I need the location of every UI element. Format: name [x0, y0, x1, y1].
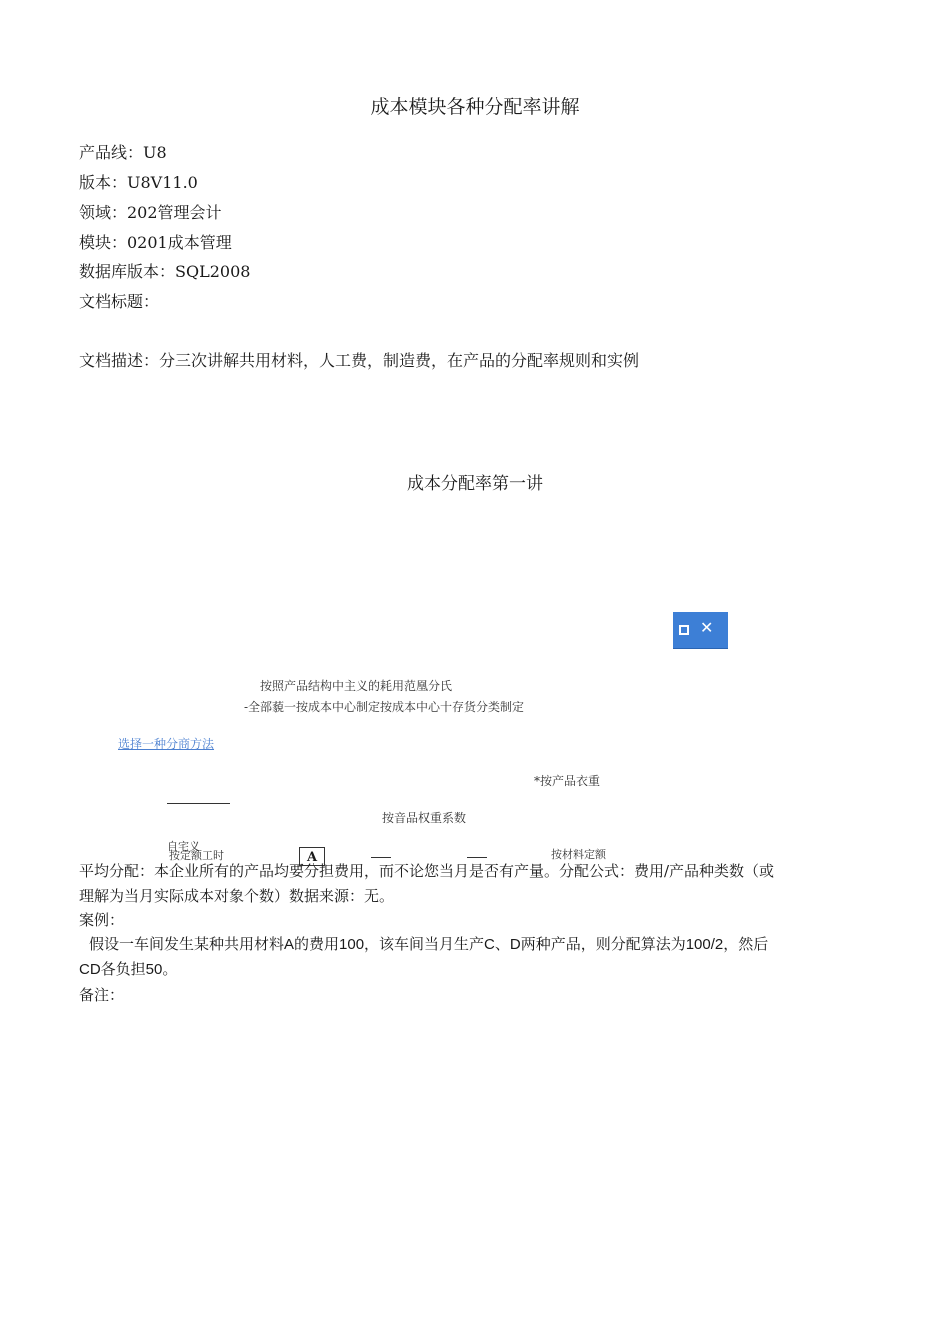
option-by-weight[interactable]: 按音品权重系数 — [382, 811, 467, 825]
case-line-2: CD各负担50。 — [79, 961, 178, 978]
meta-domain: 领域：202管理会计 — [79, 203, 222, 222]
divider — [167, 803, 230, 804]
meta-doc-title: 文档标题： — [79, 292, 160, 311]
window-controls — [673, 612, 728, 649]
document-description: 文档描述：分三次讲解共用材料，人工费，制造费，在产品的分配率规则和实例 — [79, 351, 640, 370]
meta-module: 模块：0201成本管理 — [79, 233, 232, 252]
input-box-a[interactable]: A — [299, 847, 325, 866]
section-title: 成本分配率第一讲 — [407, 474, 543, 494]
option-custom[interactable]: 自宅义 — [167, 840, 200, 853]
meta-version: 版本：U8V11.0 — [79, 173, 198, 192]
paragraph-average-cont: 理解为当月实际成本对象个数）数据来源：无。 — [79, 887, 395, 905]
meta-database-version: 数据库版本：SQL2008 — [79, 262, 251, 281]
dialog-line-structure: 按照产品结构中主义的耗用范凰分氏 — [260, 679, 453, 693]
case-label: 案例： — [79, 911, 125, 929]
case-line-1: 假设一车间发生某种共用材料A的费用100，该车间当月生产C、D两种产品，则分配算法为100/2，然后 — [89, 936, 769, 953]
close-icon[interactable]: ✕ — [700, 618, 714, 637]
divider — [371, 857, 391, 858]
option-by-hours[interactable]: 按定额工时 — [169, 849, 224, 862]
maximize-icon[interactable] — [679, 625, 689, 635]
select-method-link[interactable]: 选择一种分商方法 — [118, 737, 215, 751]
document-title: 成本模块各种分配率讲解 — [370, 96, 580, 118]
paragraph-average: 平均分配：本企业所有的产品均要分担费用，而不论您当月是否有产量。分配公式：费用/产品种类数（或 — [79, 862, 775, 880]
divider — [467, 857, 487, 858]
meta-product-line: 产品线：U8 — [79, 143, 167, 162]
option-by-product[interactable]: *按产品衣重 — [534, 774, 601, 788]
dialog-line-scope: -全部藐一按成本中心制定按成本中心十存货分类制定 — [244, 700, 525, 714]
note-label: 备注： — [79, 986, 125, 1004]
option-by-material[interactable]: 按材料定额 — [551, 848, 606, 861]
